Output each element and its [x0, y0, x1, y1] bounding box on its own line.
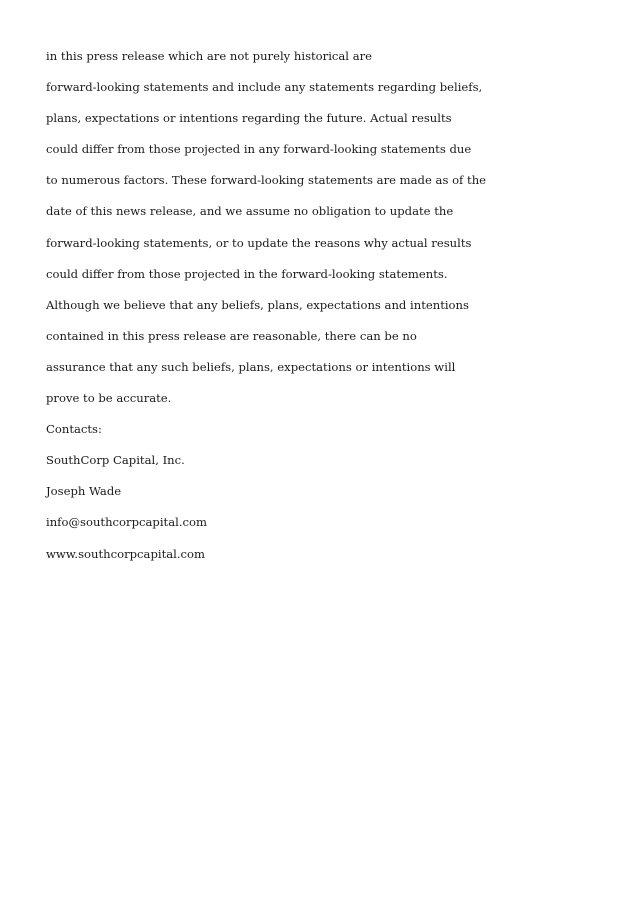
- body-line: could differ from those projected in any forward-looking statements due: [46, 142, 472, 157]
- body-line: could differ from those projected in the forward-looking statements.: [46, 266, 448, 281]
- body-line: Although we believe that any beliefs, plans, expectations and intentions: [46, 297, 469, 312]
- contact-company: SouthCorp Capital, Inc.: [46, 453, 185, 468]
- body-line: forward-looking statements, or to update the reasons why actual results: [46, 235, 472, 250]
- contacts-heading: Contacts:: [46, 422, 102, 437]
- contact-email: info@southcorpcapital.com: [46, 515, 207, 530]
- press-release-text: [46, 46, 606, 575]
- body-line: forward-looking statements and include any statements regarding beliefs,: [46, 80, 483, 95]
- body-line: in this press release which are not purely historical are: [46, 49, 373, 63]
- body-line: assurance that any such beliefs, plans, expectations or intentions will: [46, 359, 456, 374]
- body-line: date of this news release, and we assume no obligation to update the: [46, 204, 454, 219]
- contact-person: Joseph Wade: [46, 484, 122, 499]
- body-line: to numerous factors. These forward-looking statements are made as of the: [46, 173, 487, 188]
- body-line: contained in this press release are reasonable, there can be no: [46, 328, 417, 343]
- body-line: prove to be accurate.: [46, 391, 172, 406]
- body-line: plans, expectations or intentions regarding the future. Actual results: [46, 111, 452, 126]
- contact-website: www.southcorpcapital.com: [46, 546, 206, 561]
